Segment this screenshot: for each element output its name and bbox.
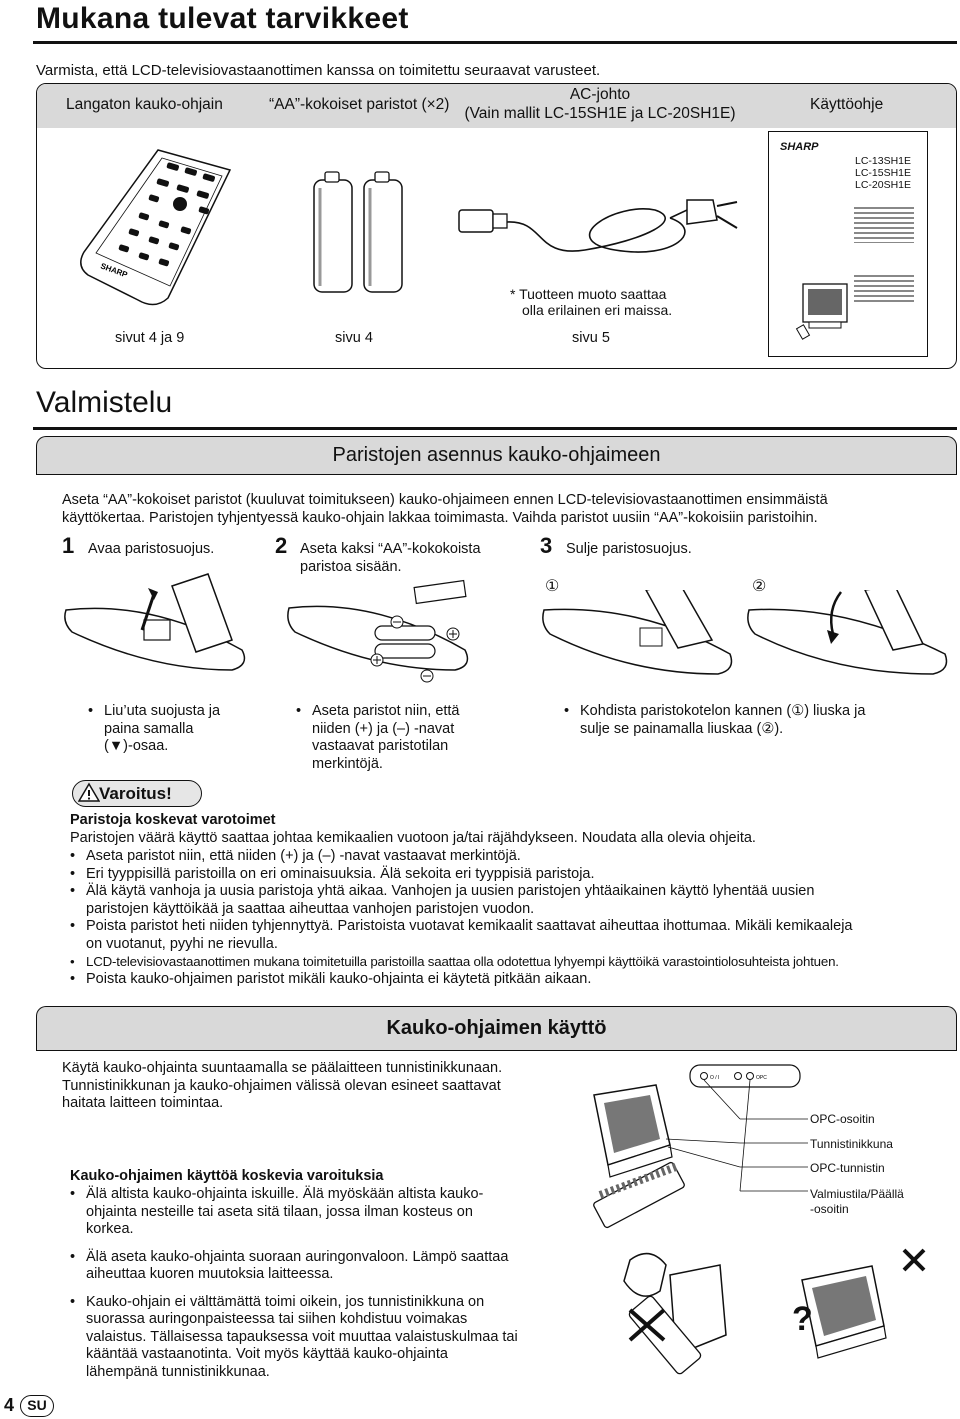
label-power-indicator-1: Valmiustila/Päällä — [810, 1187, 904, 1201]
caution-item-3: • Älä käytä vanhoja ja uusia paristoja yhtä aikaa. Vanhojen ja uusien paristojen yhtäaikainen käyttö lyhentää uusien — [86, 883, 946, 901]
page-ref-remote: sivut 4 ja 9 — [115, 330, 185, 346]
manual-text-lines — [854, 207, 914, 243]
manual-model-3: LC-20SH1E — [855, 179, 912, 191]
accessory-manual-label: Käyttöohje — [810, 96, 884, 113]
step-2-illustration — [285, 578, 475, 688]
caution-item-5: • LCD-televisiovastaanottimen mukana toimitetuilla paristoilla saattaa olla odotettua lyhyempi käyttöikä varastointiolosuhteista johtuen. — [86, 953, 946, 971]
caution-label: Varoitus! — [99, 784, 172, 803]
caution-intro: Paristojen väärä käyttö saattaa johtaa kemikaalien vuotoon ja/tai räjähdykseen. Noudata alla olevia ohjeita. — [70, 830, 756, 846]
manual-tv-thumbnail — [795, 280, 851, 340]
remote-brand: SHARP — [99, 261, 129, 280]
remote-intro-line-2: Tunnistinikkunan ja kauko-ohjaimen välissä olevan esineet saattavat — [62, 1077, 501, 1094]
step-1-bullet — [104, 703, 220, 756]
remote-intro — [62, 1060, 502, 1113]
battery-section-title: Paristojen asennus kauko-ohjaimeen — [332, 444, 661, 466]
remote-intro-line-1: Käytä kauko-ohjainta suuntaamalla se päälaitteen tunnistinikkunaan. — [62, 1060, 503, 1076]
product-note-line1: * Tuotteen muoto saattaa — [510, 286, 667, 302]
page-ref-batteries: sivu 4 — [335, 330, 373, 346]
accessory-ac-label: AC-johto — [569, 86, 631, 103]
remote-warn-2: • Älä aseta kauko-ohjainta suoraan auringonvaloon. Lämpö saattaa — [86, 1249, 556, 1267]
step-3-marker-1: ① — [545, 578, 560, 595]
step-2-text-1: Aseta kaksi “AA”-kokokoista — [300, 541, 481, 557]
caution-item-1: • Aseta paristot niin, että niiden (+) ja (–) -navat vastaavat merkintöjä. — [86, 848, 946, 866]
section-title-preparation: Valmistelu — [36, 386, 173, 419]
remote-intro-line-3: haitata laitteen toimintaa. — [62, 1095, 224, 1111]
remote-header-line — [36, 1050, 957, 1051]
accessory-ac-sublabel: (Vain mallit LC-15SH1E ja LC-20SH1E) — [464, 105, 736, 122]
label-opc-sensor: OPC-tunnistin — [810, 1161, 885, 1175]
step-3a-illustration — [540, 590, 740, 690]
page-number: 4 — [4, 1395, 15, 1415]
label-sensor-window: Tunnistinikkuna — [810, 1137, 893, 1151]
step-2-bullet-line-2: niiden (+) ja (–) -navat — [312, 720, 455, 737]
remote-warn-3: • Kauko-ohjain ei välttämättä toimi oikein, jos tunnistinikkuna on — [86, 1294, 556, 1312]
remote-warn-3-l2: suorassa auringonpaisteessa tai siihen kohdistuu voimakas — [86, 1311, 468, 1327]
manual-model-2: LC-15SH1E — [855, 167, 912, 179]
step-1-bullet-line-2: paina samalla — [104, 720, 194, 737]
manual-brand: SHARP — [780, 141, 819, 153]
caution-item-6: • Poista kauko-ohjaimen paristot mikäli kauko-ohjainta ei käytetä pitkään aikaan. — [86, 971, 946, 989]
step-3b-illustration — [745, 590, 955, 690]
tv-power-mark: O / I — [710, 1075, 720, 1081]
caution-item-4-cont: on vuotanut, pyyhi ne rievulla. — [86, 935, 278, 952]
step-3-marker-2: ② — [752, 578, 767, 595]
label-opc-indicator: OPC-osoitin — [810, 1112, 875, 1126]
warning-triangle-icon — [78, 782, 100, 802]
tv-remote-diagram — [580, 1055, 810, 1385]
accessory-remote-label: Langaton kauko-ohjain — [66, 96, 223, 113]
label-power-indicator-2: -osoitin — [810, 1202, 849, 1216]
caution-title: Paristoja koskevat varotoimet — [70, 812, 276, 828]
remote-warn-list — [86, 1186, 556, 1381]
remote-warn-1: • Älä altista kauko-ohjainta iskuille. Älä myöskään altista kauko- — [86, 1186, 556, 1204]
step-2-text-2: paristoa sisään. — [300, 559, 402, 575]
remote-warn-2-l2: aiheuttaa kuoren muutoksia laitteessa. — [86, 1266, 334, 1282]
step-2-bullet-line-3: vastaavat paristotilan — [312, 738, 449, 754]
title-rule — [33, 41, 957, 44]
step-2-bullet-line-4: merkintöjä. — [312, 755, 383, 772]
language-badge: SU — [20, 1395, 54, 1417]
question-mark: ? — [792, 1300, 813, 1338]
tv-opc-mark: OPC — [756, 1075, 767, 1081]
accessory-batteries-label: “AA”-kokoiset paristot (×2) — [269, 96, 450, 113]
batteries-illustration — [310, 168, 410, 296]
page-title: Mukana tulevat tarvikkeet — [36, 2, 409, 35]
ac-cord-illustration — [455, 180, 745, 270]
page-ref-ac: sivu 5 — [572, 330, 610, 346]
step-1-number: 1 — [62, 533, 75, 558]
manual-model-1: LC-13SH1E — [855, 155, 912, 167]
step-2-bullet-line-1: • Aseta paristot niin, että — [312, 703, 460, 721]
caution-item-3-cont: paristojen käyttöikää ja saattaa aiheuttaa vanhojen paristojen vuodon. — [86, 900, 535, 917]
battery-header-line — [36, 474, 957, 475]
step-2-number: 2 — [275, 533, 288, 558]
remote-warn-3-l4: kääntää vastaanotinta. Voit myös käyttää kauko-ohjainta — [86, 1346, 448, 1362]
remote-warn-title: Kauko-ohjaimen käyttöä koskevia varoituksia — [70, 1168, 384, 1184]
remote-section-title: Kauko-ohjaimen käyttö — [386, 1017, 607, 1039]
step-3-bullet-line-2: sulje se painamalla liuskaa (②). — [580, 720, 784, 737]
remote-warn-3-l3: valaistus. Tällaisessa tapauksessa voit muuttaa valaistuskulmaa tai — [86, 1328, 518, 1345]
step-3-bullet — [580, 703, 865, 738]
remote-warn-1-l2: ohjainta nesteille tai aseta sitä tilaan, jossa ilman kosteus on — [86, 1203, 473, 1220]
step-1-text: Avaa paristosuojus. — [88, 541, 215, 557]
step-1-illustration — [62, 570, 252, 690]
battery-intro-2: käyttökertaa. Paristojen tyhjentyessä kauko-ohjain lakkaa toimimasta. Vaihda paristot uusiin “AA”-kokoisiin paristoihin. — [62, 510, 818, 526]
caution-list — [86, 848, 946, 988]
caution-item-2: • Eri tyyppisillä paristoilla on eri ominaisuuksia. Älä sekoita eri tyyppisiä paristoja. — [86, 866, 946, 884]
remote-warn-1-l3: korkea. — [86, 1221, 134, 1237]
step-1-bullet-line-1: • Liu’uta suojusta ja — [104, 703, 220, 721]
remote-warn-3-l5: lähempänä tunnistinikkunaa. — [86, 1363, 270, 1380]
manual-text-lines-2 — [854, 275, 914, 305]
intro-text: Varmista, että LCD-televisiovastaanottimen kanssa on toimitettu seuraavat varusteet. — [36, 62, 601, 79]
caution-item-4: • Poista paristot heti niiden tyhjennyttyä. Paristoista vuotavat kemikaalit saattavat aiheuttaa ihottumaa. Mikäli kemikaaleja — [86, 918, 946, 936]
step-3-text: Sulje paristosuojus. — [566, 541, 692, 557]
battery-intro-1: Aseta “AA”-kokoiset paristot (kuuluvat toimitukseen) kauko-ohjaimeen ennen LCD-televisiovastaanottimen ensimmäistä — [62, 492, 828, 508]
product-note-line2: olla erilainen eri maissa. — [522, 302, 673, 318]
remote-control-illustration — [70, 140, 240, 310]
step-3-number: 3 — [540, 533, 553, 558]
preparation-rule — [33, 427, 957, 430]
step-1-bullet-line-3: (▼)-osaa. — [104, 738, 169, 754]
step-2-bullet — [312, 703, 460, 773]
step-3-bullet-line-1: • Kohdista paristokotelon kannen (①) liuska ja — [580, 703, 865, 721]
